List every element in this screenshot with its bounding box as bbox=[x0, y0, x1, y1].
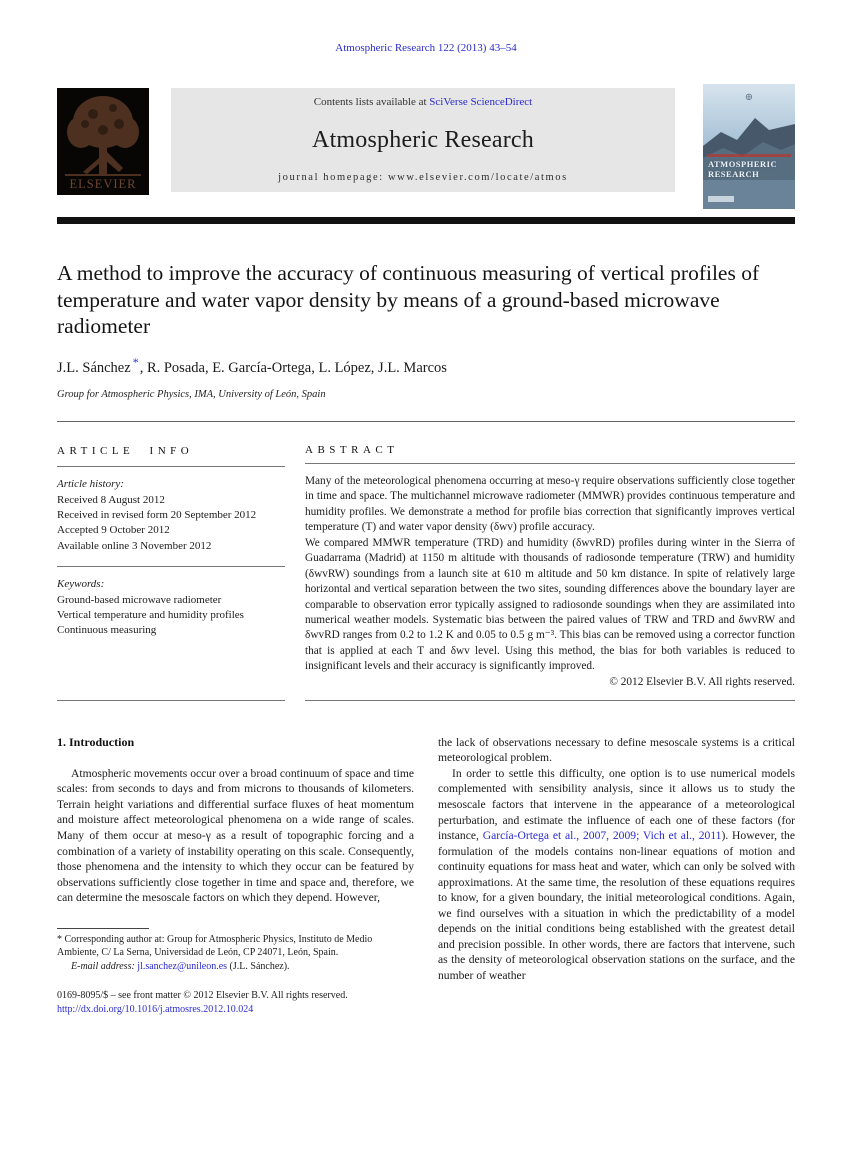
article-history-label: Article history: bbox=[57, 478, 124, 491]
email-line bbox=[57, 960, 414, 973]
copyright-line: © 2012 Elsevier B.V. All rights reserved. bbox=[609, 675, 795, 688]
bottom-matter bbox=[57, 989, 414, 1017]
intro-paragraph-right-2 bbox=[438, 766, 795, 983]
journal-header bbox=[57, 84, 795, 209]
history-received: Received 8 August 2012 bbox=[57, 493, 165, 506]
body-right-column bbox=[438, 735, 795, 1017]
email-link[interactable]: jl.sanchez@unileon.es bbox=[137, 961, 228, 973]
svg-text:⊕: ⊕ bbox=[744, 92, 754, 103]
intro-paragraph-left: Atmospheric movements occur over a broad continuum of space and time scales: from seconds to days and from microns to thousands of kilometers. Terrain height variations and differential surface fluxes of heat momentum and moisture affect meteorological phenomena on a wide range of scales. Many of them occur at meso-γ as a result of topographic forcing and a combination of a variety of instability operating on this scale. Consequently, those phenomena and the intensity to which they occur can be featured by observations sufficiently close together in time and space and, therefore, we can determine the mesoscale factors on which they depend. However, bbox=[57, 766, 414, 905]
keyword-item: Ground-based microwave radiometer bbox=[57, 593, 222, 606]
abstract-paragraph: We compared MMWR temperature (TRD) and humidity (δwvRD) profiles during winter in the Sierra of Guadarrama (Madrid) at 1150 m altitude with thousands of radiosonde temperature (TRW) and humidity (δwvRW) soundings from a launch site at 610 m altitude and 50 km distance. In spite of relatively large horizontal and vertical separation between the two sites, sounding differences above the boundary layer are comparable to observation error typically assigned to radiosonde soundings when they are assimilated into numerical weather models. Systematic bias between the paired values of TRW and TRD and δwvRW and δwvRD ranges from 0.2 to 1.2 K and 0.05 to 0.5 g m⁻³. This bias can be removed using a corrector function that is applied at each T and δwv level. Using this method, the bias for both variables is reduced to insignificant levels and their accuracy is significantly improved. bbox=[305, 536, 795, 673]
history-revised: Received in revised form 20 September 2012 bbox=[57, 508, 257, 521]
journal-cover-thumbnail[interactable] bbox=[703, 84, 795, 209]
email-label: E-mail address: bbox=[71, 961, 135, 973]
journal-citation-link[interactable]: Atmospheric Research 122 (2013) 43–54 bbox=[335, 42, 517, 54]
history-online: Available online 3 November 2012 bbox=[57, 539, 212, 552]
journal-name: Atmospheric Research bbox=[312, 126, 534, 153]
author-line bbox=[57, 355, 795, 377]
cover-art bbox=[703, 84, 795, 209]
footnote-rule bbox=[57, 928, 149, 929]
corresponding-author-asterisk[interactable]: * bbox=[132, 354, 139, 369]
body-left-column bbox=[57, 735, 414, 1017]
contents-text: Contents lists available at bbox=[313, 96, 430, 108]
abstract-section bbox=[305, 422, 795, 701]
paragraph-text: In order to settle this difficulty, one option is to use numerical models complemented with sensibility analysis, since it allows us to study the mesoscale factors that intervene in the appearance of a meteorological perturbation, and estimate the influence of each one of these factors (for instance, bbox=[438, 766, 795, 843]
footnote-asterisk: * bbox=[57, 933, 62, 945]
author-name-main: J.L. Sánchez bbox=[57, 359, 131, 376]
article-body bbox=[57, 735, 795, 1017]
abstract-heading: ABSTRACT bbox=[305, 443, 399, 456]
section-heading-introduction: 1. Introduction bbox=[57, 734, 135, 749]
meta-section bbox=[57, 422, 795, 701]
journal-homepage-link[interactable]: journal homepage: www.elsevier.com/locate/atmos bbox=[278, 172, 568, 183]
article-title: A method to improve the accuracy of continuous measuring of vertical profiles of temperature and water vapor density by means of a ground-based microwave radiometer bbox=[57, 261, 760, 339]
elsevier-wordmark: ELSEVIER bbox=[69, 177, 137, 191]
doi-link[interactable]: http://dx.doi.org/10.1016/j.atmosres.2012.10.024 bbox=[57, 1004, 254, 1016]
article-info-rule bbox=[57, 466, 285, 467]
intro-paragraph-right-1: the lack of observations necessary to define mesoscale systems is a critical meteorological problem. bbox=[438, 735, 795, 765]
footnote-text bbox=[57, 933, 414, 959]
cover-title: ATMOSPHERIC RESEARCH bbox=[708, 159, 778, 179]
abstract-paragraph: Many of the meteorological phenomena occurring at meso-γ require observations sufficiently close together in time and space. The multichannel microwave radiometer (MMWR) provides continuous temperature and humidity profiles. We demonstrate a method for profile bias correction that significantly improves vertical temperature (T) and water vapor density (δwv) profile accuracy. bbox=[305, 474, 795, 534]
sciverse-sciencedirect-link[interactable]: SciVerse ScienceDirect bbox=[429, 96, 533, 108]
abstract-rule bbox=[305, 463, 795, 464]
paragraph-text: ). However, the formulation of the models contains non-linear equations of motion and continuity equations for mass heat and water, which can only be solved with approximations. At the same time, the resolution of these equations requires to know, for a given boundary, the initial meteorological conditions. Again, we find ourselves with a situation in which the predictability of a model depends on the initial conditions being established with the greatest detail and precision possible. In other words, there are factors that intervene, such as the density of meteorological observation stations on the surface, and the number of weather bbox=[438, 829, 795, 982]
article-info-heading: ARTICLE INFO bbox=[57, 444, 194, 457]
keyword-item: Continuous measuring bbox=[57, 624, 157, 637]
footnote bbox=[57, 928, 414, 974]
contents-line bbox=[177, 96, 669, 108]
author-names-rest: , R. Posada, E. García-Ortega, L. López, J.L. Marcos bbox=[139, 359, 447, 376]
keywords-label: Keywords: bbox=[57, 578, 105, 591]
article-info-section bbox=[57, 422, 285, 701]
issn-front-matter: 0169-8095/$ – see front matter © 2012 Elsevier B.V. All rights reserved. bbox=[57, 990, 348, 1002]
citation-link[interactable]: García-Ortega et al., 2007, 2009; Vich et al., 2011 bbox=[482, 829, 722, 843]
keywords-rule bbox=[57, 566, 285, 567]
header-divider-bar bbox=[57, 217, 795, 224]
journal-banner bbox=[171, 88, 675, 192]
history-accepted: Accepted 9 October 2012 bbox=[57, 524, 170, 537]
affiliation: Group for Atmospheric Physics, IMA, University of León, Spain bbox=[57, 388, 326, 400]
keyword-item: Vertical temperature and humidity profiles bbox=[57, 608, 244, 621]
corresponding-author-text: Corresponding author at: Group for Atmospheric Physics, Instituto de Medio Ambiente, C/ La Serna, Universidad de León, CP 24071, León, Spain. bbox=[57, 933, 373, 958]
elsevier-logo bbox=[57, 88, 149, 195]
email-suffix: (J.L. Sánchez). bbox=[227, 961, 290, 973]
